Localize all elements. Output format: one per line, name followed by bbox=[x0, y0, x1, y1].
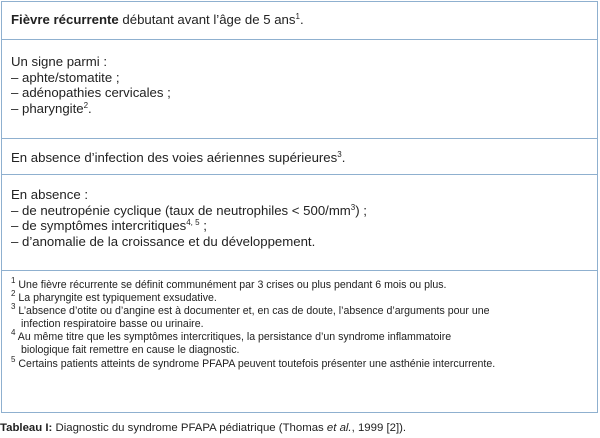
neutropenie-end: ) ; bbox=[355, 202, 367, 218]
footnote-text: L’absence d’otite ou d’angine est à documenter et, en cas de doute, l’absence d’arguments pour une bbox=[15, 305, 490, 318]
fever-bold-label: Fièvre récurrente bbox=[11, 12, 119, 27]
footnote-text: La pharyngite est typiquement exsudative. bbox=[15, 292, 217, 305]
caption-end: , 1999 [2]). bbox=[351, 422, 407, 434]
footnote-ref-3: 3 bbox=[337, 150, 342, 159]
caption-text: Diagnostic du syndrome PFAPA pédiatrique (Thomas bbox=[52, 422, 327, 434]
criterion-absence-row bbox=[2, 175, 597, 271]
sign-item-adenopathies: – adénopathies cervicales ; bbox=[11, 85, 171, 100]
criterion-fever-row bbox=[2, 2, 597, 40]
footnote-1 bbox=[11, 276, 495, 292]
absence-item-symptomes bbox=[11, 218, 367, 234]
pharyngite-text: – pharyngite bbox=[11, 100, 84, 116]
exponent-3: 3 bbox=[350, 202, 356, 212]
footnote-text: Une fièvre récurrente se définit communément par 3 crises ou plus pendant 6 mois ou plus. bbox=[15, 279, 447, 291]
footnote-3 bbox=[11, 302, 495, 331]
absence-item-croissance: – d’anomalie de la croissance et du développement. bbox=[11, 233, 316, 249]
footnote-ref-2: 2 bbox=[83, 100, 89, 110]
footnote-text: Au même titre que les symptômes intercritiques, la persistance d’un syndrome inflammatoire bbox=[15, 331, 452, 344]
sign-intro: Un signe parmi : bbox=[11, 54, 108, 69]
footnote-num: 5 bbox=[11, 354, 16, 364]
footnote-continuation: biologique fait remettre en cause le diagnostic. bbox=[21, 344, 240, 357]
table-caption bbox=[0, 422, 406, 434]
symptomes-text: – de symptômes intercritiques bbox=[11, 218, 187, 233]
fever-end: . bbox=[299, 12, 304, 27]
pharyngite-end: . bbox=[88, 100, 92, 116]
footnote-num: 2 bbox=[11, 289, 16, 299]
criterion-infection-row bbox=[2, 139, 597, 175]
infection-text: En absence d’infection des voies aériennes supérieures bbox=[11, 150, 338, 165]
criterion-sign-row bbox=[2, 40, 597, 139]
symptomes-end: ; bbox=[199, 218, 207, 233]
footnote-num: 1 bbox=[11, 276, 16, 285]
footnote-num: 3 bbox=[11, 302, 16, 312]
caption-etal: et al. bbox=[326, 422, 352, 434]
absence-item-neutropenie bbox=[11, 203, 367, 219]
criterion-fever-text bbox=[11, 12, 304, 28]
footnotes bbox=[11, 276, 496, 371]
footnote-num: 4 bbox=[11, 328, 16, 338]
diagnostic-table bbox=[1, 1, 598, 413]
sign-item-pharyngite bbox=[11, 101, 171, 117]
caption-label: Tableau I: bbox=[0, 422, 53, 434]
footnote-2 bbox=[11, 289, 495, 305]
absence-intro: En absence : bbox=[11, 187, 88, 202]
footnote-continuation: infection respiratoire basse ou urinaire. bbox=[21, 318, 204, 331]
footnote-5 bbox=[11, 354, 496, 371]
fever-text: débutant avant l’âge de 5 ans bbox=[118, 12, 296, 27]
sign-item-aphte: – aphte/stomatite ; bbox=[11, 69, 120, 85]
footnote-ref-4-5: 4, 5 bbox=[186, 218, 200, 227]
footnote-4 bbox=[11, 328, 495, 357]
footnote-ref-1: 1 bbox=[295, 12, 300, 21]
footnotes-row bbox=[2, 271, 597, 412]
criterion-infection-text bbox=[11, 150, 345, 166]
footnote-text: Certains patients atteints de syndrome PFAPA peuvent toutefois présenter une asthénie intercurrente. bbox=[15, 357, 496, 370]
infection-end: . bbox=[341, 150, 346, 165]
neutropenie-text: – de neutropénie cyclique (taux de neutrophiles < 500/mm bbox=[11, 202, 351, 218]
